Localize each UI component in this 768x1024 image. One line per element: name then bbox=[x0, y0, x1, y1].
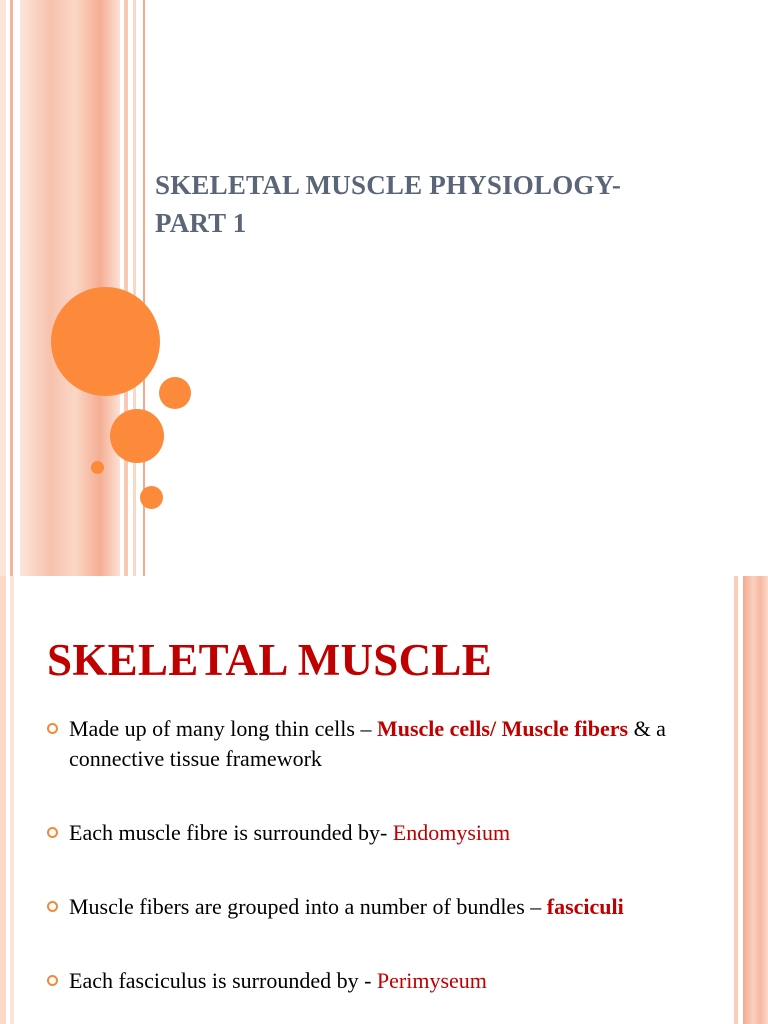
decorative-stripe bbox=[0, 576, 6, 1024]
bullet-circle-icon bbox=[47, 827, 58, 838]
bullet-item bbox=[47, 892, 707, 922]
bullet-circle-icon bbox=[47, 901, 58, 912]
decorative-circle-large bbox=[51, 287, 160, 396]
slide-heading: SKELETAL MUSCLE bbox=[47, 635, 493, 685]
bullet-item bbox=[47, 714, 707, 774]
bullet-item bbox=[47, 966, 707, 996]
decorative-stripe bbox=[743, 576, 768, 1024]
bullet-text: Muscle fibers are grouped into a number of bundles – bbox=[69, 894, 547, 919]
bullet-text: Each fasciculus is surrounded by - bbox=[69, 968, 377, 993]
bullet-text: & a connective tissue framework bbox=[69, 716, 666, 771]
decorative-circle-small bbox=[159, 377, 191, 409]
bullet-emphasis: Muscle cells/ Muscle fibers bbox=[376, 716, 629, 741]
decorative-stripe bbox=[734, 576, 738, 1024]
slide-title bbox=[155, 166, 735, 242]
decorative-circle-medium bbox=[110, 409, 164, 463]
decorative-stripe bbox=[10, 0, 13, 576]
title-line: SKELETAL MUSCLE PHYSIOLOGY- bbox=[155, 170, 622, 200]
bullet-emphasis: fasciculi bbox=[546, 894, 624, 919]
title-line: PART 1 bbox=[155, 208, 247, 238]
bullet-text: Each muscle fibre is surrounded by- bbox=[69, 820, 393, 845]
bullet-circle-icon bbox=[47, 723, 58, 734]
decorative-circle-tiny bbox=[91, 461, 104, 474]
decorative-stripe bbox=[133, 0, 136, 576]
decorative-stripe bbox=[10, 576, 14, 1024]
bullet-text: Made up of many long thin cells – bbox=[69, 716, 377, 741]
bullet-item bbox=[47, 818, 707, 848]
bullet-list bbox=[47, 714, 707, 1024]
decorative-stripe bbox=[0, 0, 6, 576]
decorative-circle-small bbox=[140, 486, 163, 509]
bullet-emphasis: Endomysium bbox=[392, 820, 511, 845]
content-slide bbox=[0, 576, 768, 1024]
bullet-circle-icon bbox=[47, 975, 58, 986]
bullet-emphasis: Perimyseum bbox=[376, 968, 487, 993]
decorative-stripe bbox=[124, 0, 128, 576]
